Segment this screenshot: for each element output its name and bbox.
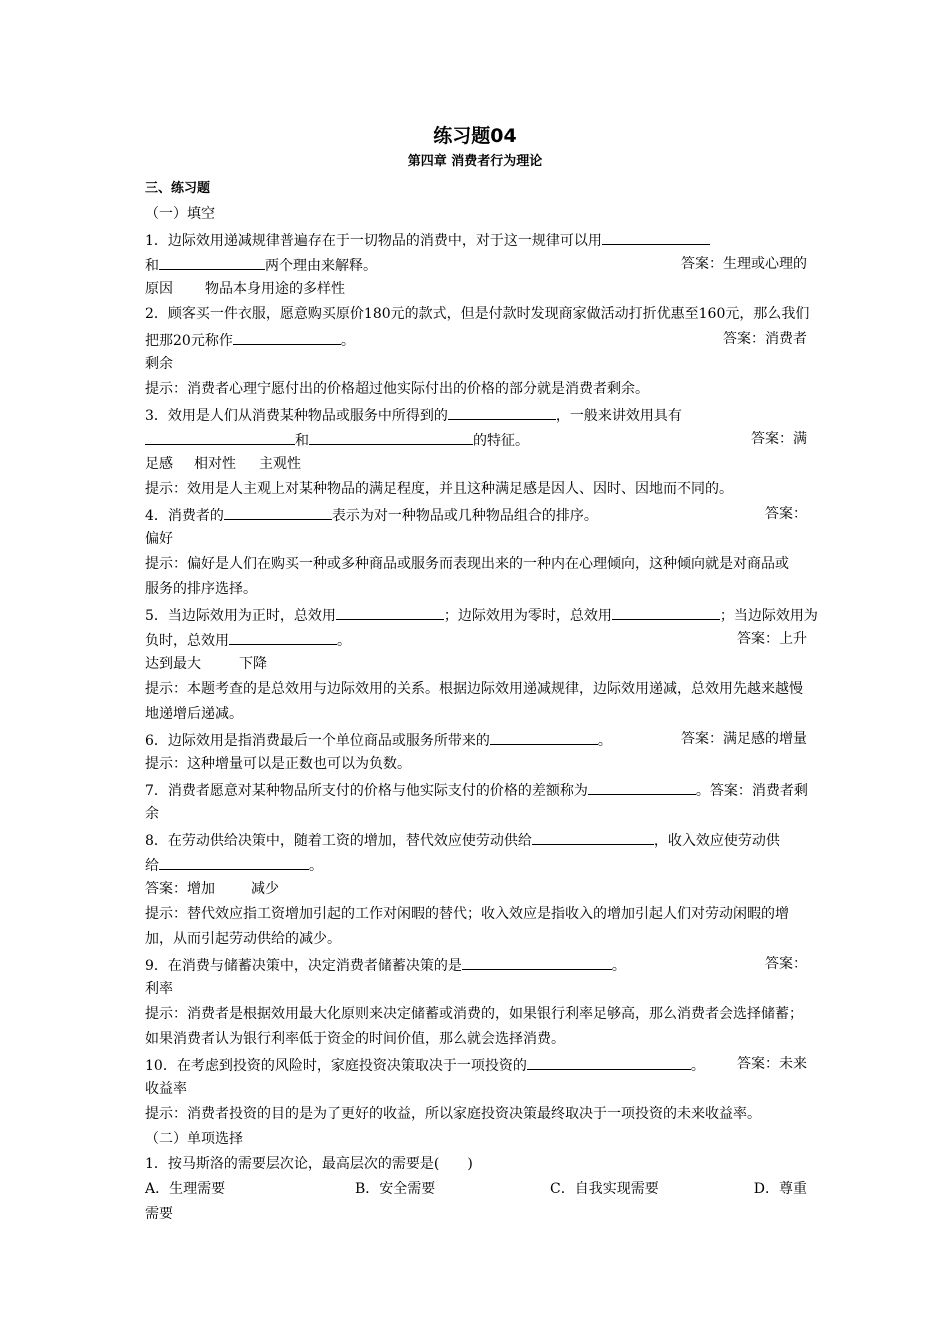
section-heading: 三、练习题	[145, 181, 211, 196]
hint-text: 提示：效用是人主观上对某种物品的满足程度，并且这种满足感是因人、因时、因地而不同的。	[145, 481, 733, 497]
answer-text: 答案：未来	[737, 1056, 807, 1072]
question-5-line: 负时，总效用 。 答案：上升	[145, 631, 807, 649]
answer-continuation: 利率	[145, 981, 173, 997]
answer-continuation: 偏好	[145, 531, 173, 547]
answer-continuation: 原因 物品本身用途的多样性	[145, 281, 345, 297]
hint-text: 提示：替代效应指工资增加引起的工作对闲暇的替代；收入效应是指收入的增加引起人们对劳动闲暇的增	[145, 906, 789, 922]
answer-blank	[490, 730, 598, 745]
hint-text: 地递增后递减。	[145, 706, 243, 722]
page-title: 练习题04	[433, 125, 517, 147]
answer-blank	[229, 630, 337, 645]
answer-blank	[159, 255, 265, 270]
option-d: D．尊重	[753, 1181, 807, 1197]
question-2-line: 把那20元称作 。 答案：消费者	[145, 331, 807, 349]
hint-text: 提示：偏好是人们在购买一种或多种商品或服务而表现出来的一种内在心理倾向，这种倾向就是对商品或	[145, 556, 789, 572]
answer-blank	[532, 830, 654, 845]
hint-text: 服务的排序选择。	[145, 581, 257, 597]
mc-question-1: 1．按马斯洛的需要层次论，最高层次的需要是( )	[145, 1156, 473, 1172]
option-a: A．生理需要	[145, 1181, 226, 1197]
chapter-subtitle: 第四章 消费者行为理论	[407, 154, 543, 169]
question-1-line: 1．边际效用递减规律普遍存在于一切物品的消费中，对于这一规律可以用	[145, 230, 807, 250]
hint-text: 加，从而引起劳动供给的减少。	[145, 931, 341, 947]
question-8-line: 给 。	[145, 855, 807, 875]
answer-blank	[602, 230, 710, 245]
answer-continuation: 收益率	[145, 1081, 187, 1097]
option-d-continuation: 需要	[145, 1206, 173, 1222]
answer-continuation: 足感 相对性 主观性	[145, 456, 301, 472]
answer-continuation: 达到最大 下降	[145, 656, 267, 672]
option-b: B．安全需要	[355, 1181, 436, 1197]
hint-text: 如果消费者认为银行利率低于资金的时间价值，那么就会选择消费。	[145, 1031, 565, 1047]
part-heading-single-choice: （二）单项选择	[145, 1131, 243, 1147]
question-5-line: 5．当边际效用为正时，总效用 ；边际效用为零时，总效用 ；当边际效用为	[145, 605, 807, 625]
question-3-line: 3．效用是人们从消费某种物品或服务中所得到的 ，一般来讲效用具有	[145, 405, 807, 425]
hint-text: 提示：消费者投资的目的是为了更好的收益，所以家庭投资决策最终取决于一项投资的未来收益率。	[145, 1106, 761, 1122]
answer-text: 答案：	[765, 956, 807, 972]
answer-blank	[462, 955, 612, 970]
answer-blank	[588, 780, 696, 795]
answer-text: 答案：上升	[737, 631, 807, 647]
hint-text: 提示：本题考查的是总效用与边际效用的关系。根据边际效用递减规律，边际效用递减，总效用先越来越慢	[145, 681, 803, 697]
answer-continuation: 剩余	[145, 356, 173, 372]
answer-blank	[159, 855, 309, 870]
question-7-line: 7．消费者愿意对某种物品所支付的价格与他实际支付的价格的差额称为 。答案：消费者剩	[145, 780, 807, 800]
answer-continuation: 余	[145, 806, 159, 822]
answer-text: 答案：	[765, 506, 807, 522]
answer-blank	[336, 605, 444, 620]
answer-text: 答案：满	[751, 431, 807, 447]
hint-text: 提示：这种增量可以是正数也可以为负数。	[145, 756, 411, 772]
answer-blank	[309, 430, 473, 445]
question-4-line: 4．消费者的 表示为对一种物品或几种物品组合的排序。 答案：	[145, 506, 807, 524]
question-8-line: 8．在劳动供给决策中，随着工资的增加，替代效应使劳动供给 ，收入效应使劳动供	[145, 830, 807, 850]
answer-blank	[612, 605, 720, 620]
question-10-line: 10．在考虑到投资的风险时，家庭投资决策取决于一项投资的 。 答案：未来	[145, 1056, 807, 1074]
question-3-line: 和 的特征。 答案：满	[145, 430, 807, 450]
question-9-line: 9．在消费与储蓄决策中，决定消费者储蓄决策的是 。 答案：	[145, 956, 807, 974]
answer-blank	[448, 405, 556, 420]
answer-blank	[224, 505, 332, 520]
answer-text: 答案：增加 减少	[145, 881, 279, 897]
option-c: C．自我实现需要	[550, 1181, 659, 1197]
answer-text: 答案：满足感的增量	[681, 731, 807, 747]
part-heading-fill-in: （一）填空	[145, 206, 215, 222]
hint-text: 提示：消费者心理宁愿付出的价格超过他实际付出的价格的部分就是消费者剩余。	[145, 381, 649, 397]
question-6-line: 6．边际效用是指消费最后一个单位商品或服务所带来的 。 答案：满足感的增量	[145, 731, 807, 749]
question-2-line: 2．顾客买一件衣服，愿意购买原价180元的款式，但是付款时发现商家做活动打折优惠至160元，那么我们	[145, 306, 810, 322]
answer-text: 答案：消费者	[723, 331, 807, 347]
hint-text: 提示：消费者是根据效用最大化原则来决定储蓄或消费的，如果银行利率足够高，那么消费者会选择储蓄；	[145, 1006, 803, 1022]
answer-text: 答案：生理或心理的	[681, 256, 807, 272]
answer-blank	[527, 1055, 691, 1070]
answer-blank	[233, 330, 341, 345]
question-1-line: 和 两个理由来解释。 答案：生理或心理的	[145, 256, 807, 274]
answer-blank	[145, 430, 295, 445]
